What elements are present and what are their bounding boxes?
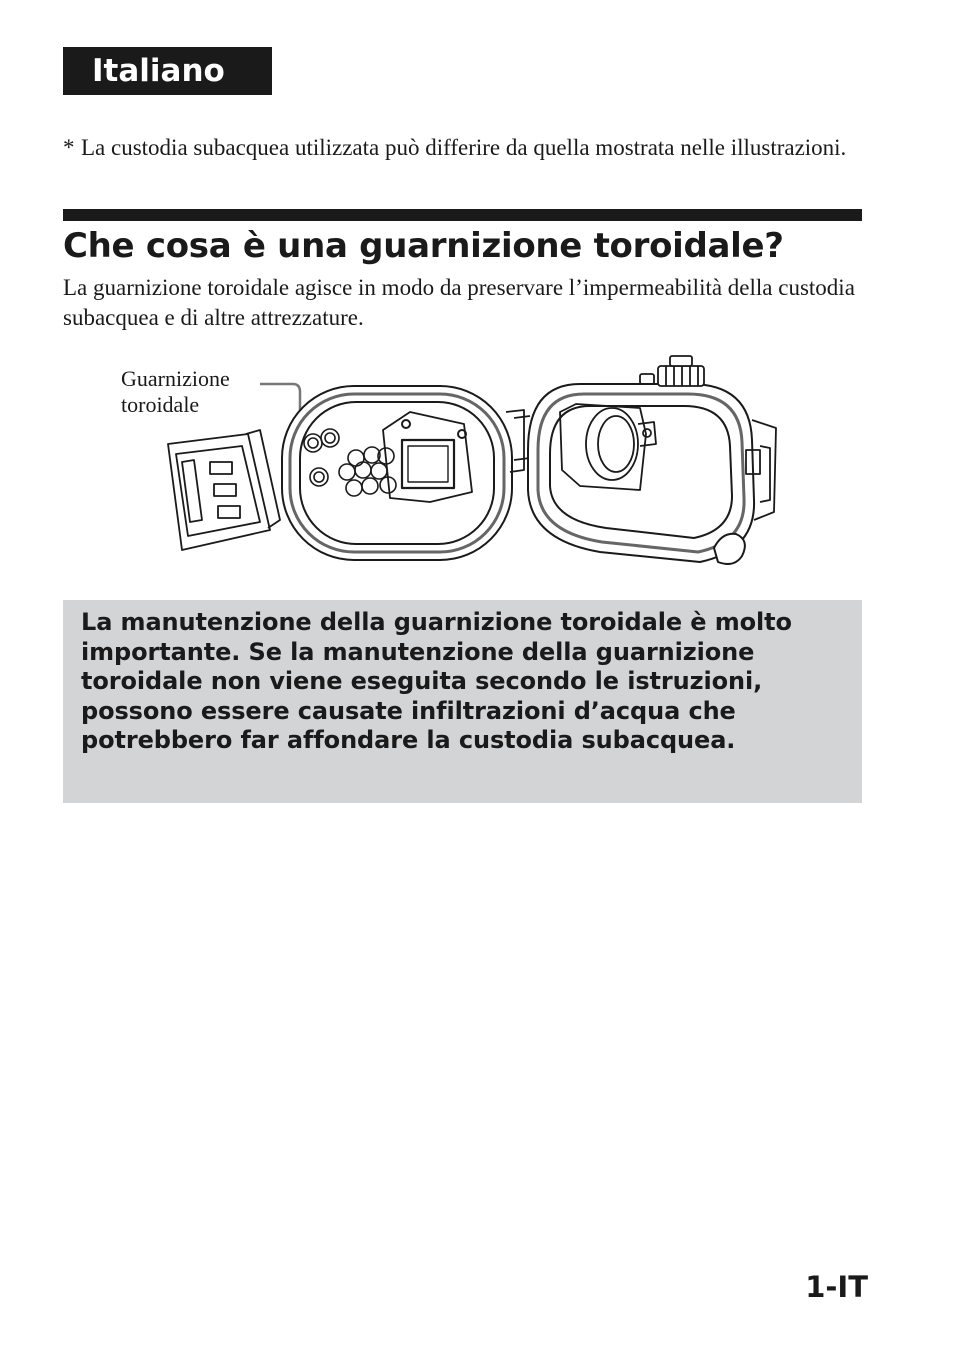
- maintenance-warning-box: [63, 600, 862, 803]
- top-dial: [640, 356, 704, 386]
- language-section-tab: Italiano: [63, 47, 272, 95]
- callout-line-2: toroidale: [121, 392, 200, 417]
- maintenance-warning-text: La manutenzione della guarnizione toroidale è molto importante. Se la manutenzione della guarnizione toroidale non viene eseguita secondo le istruzioni, possono essere causate infiltrazioni d’acqua che potrebbero far affondare la custodia subacquea.: [81, 608, 792, 754]
- section-divider: [63, 209, 862, 221]
- callout-line-1: Guarnizione: [121, 366, 230, 391]
- front-housing-body: [528, 356, 776, 564]
- housing-illustration: [110, 350, 790, 575]
- footnote-marker: *: [63, 135, 75, 160]
- o-ring-callout-label: [121, 366, 230, 418]
- latch-plate: [168, 430, 280, 550]
- page-number: 1-IT: [805, 1270, 868, 1304]
- callout-leader-line: [260, 384, 300, 412]
- footnote-text: La custodia subacquea utilizzata può differire da quella mostrata nelle illustrazioni.: [81, 135, 847, 160]
- intro-paragraph: La guarnizione toroidale agisce in modo da preservare l’impermeabilità della custodia subacquea e di altre attrezzature.: [63, 275, 855, 330]
- page-title: Che cosa è una guarnizione toroidale?: [63, 226, 784, 266]
- back-lid-panel: [282, 386, 512, 560]
- footnote: [63, 133, 853, 163]
